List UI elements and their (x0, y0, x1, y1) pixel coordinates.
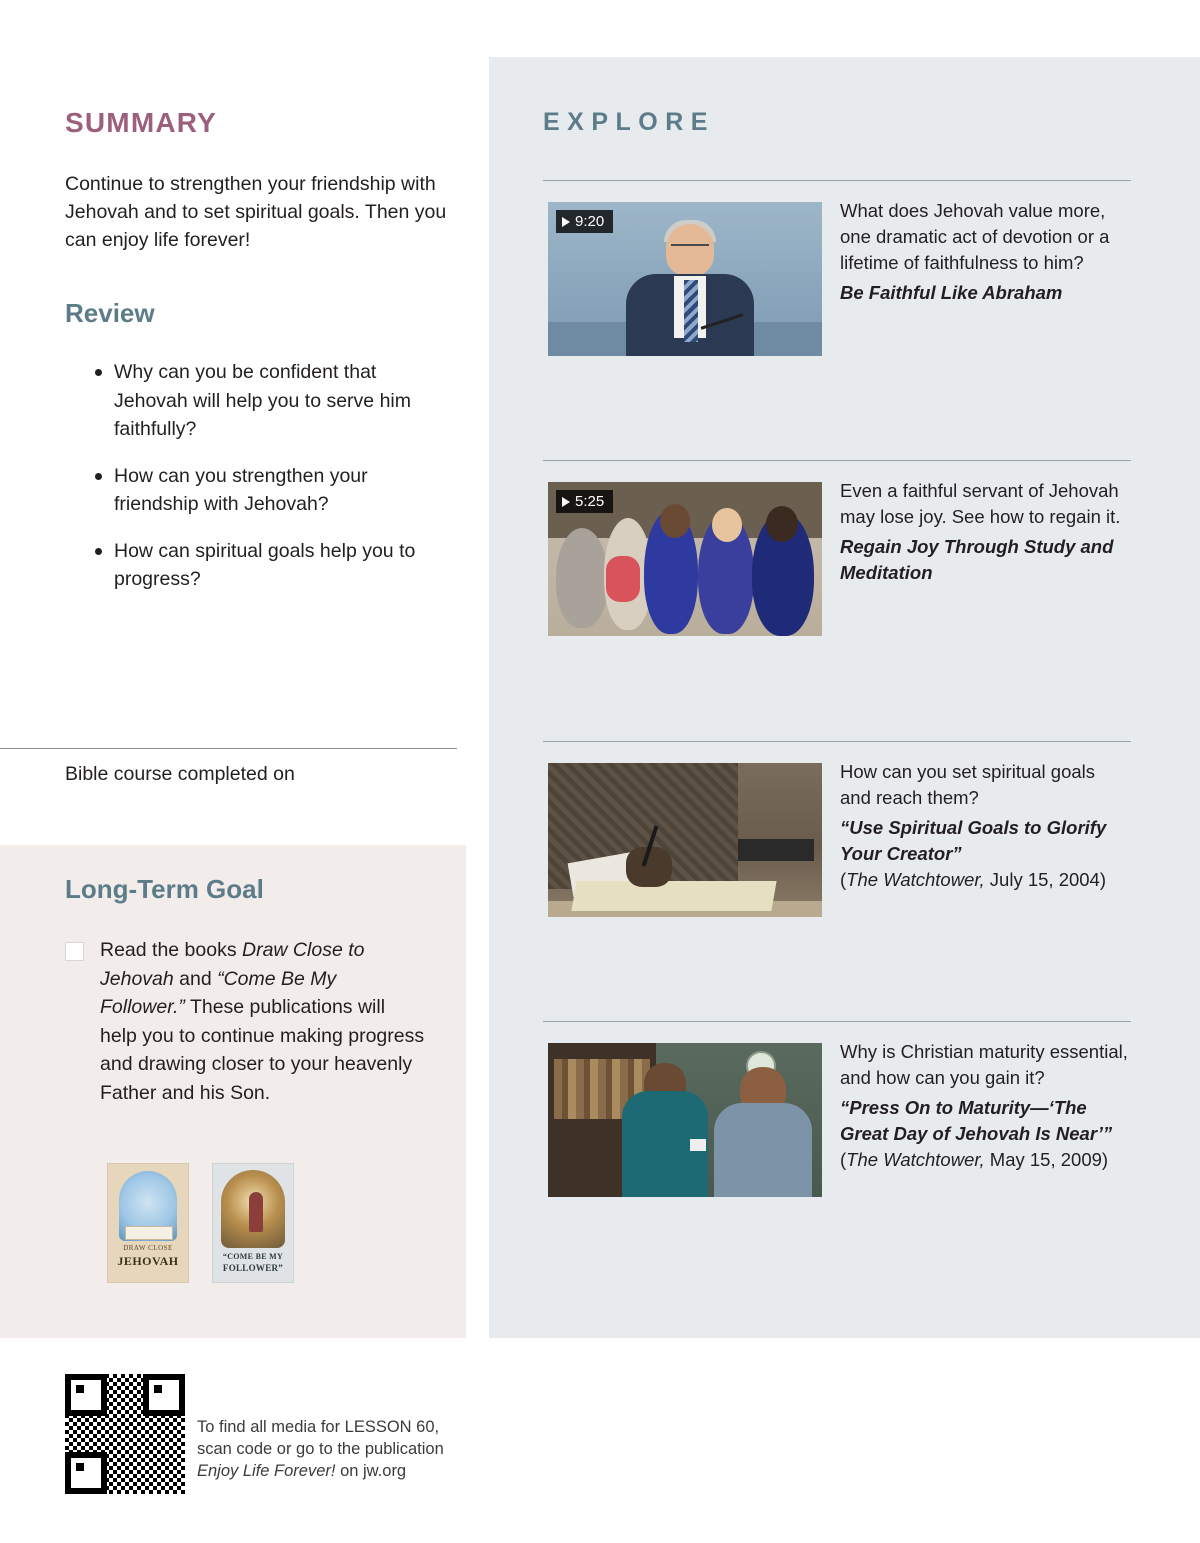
explore-item-question: How can you set spiritual goals and reach them? (840, 761, 1096, 808)
book-title-line1: “COME BE MY (222, 1252, 284, 1261)
footer-line-3 (197, 1460, 537, 1482)
left-column (0, 0, 489, 1543)
video-duration-label: 5:25 (575, 493, 605, 510)
goal-checkbox[interactable] (65, 942, 84, 961)
explore-item-question: What does Jehovah value more, one dramatic act of devotion or a lifetime of faithfulness to him? (840, 200, 1110, 273)
qr-code[interactable] (65, 1374, 185, 1494)
explore-item-title: “Use Spiritual Goals to Glorify Your Creator” (840, 817, 1107, 864)
video-thumbnail-speaker[interactable] (548, 202, 822, 356)
explore-item-question: Why is Christian maturity essential, and how can you gain it? (840, 1041, 1128, 1088)
tie-shape (684, 280, 698, 342)
footer-line-2: scan code or go to the publication (197, 1440, 444, 1458)
person-shape (556, 528, 608, 628)
play-icon (562, 497, 570, 507)
goal-book-title-1: Draw Close to Jehovah (100, 939, 365, 990)
divider (543, 741, 1131, 742)
divider (543, 1021, 1131, 1022)
review-heading: Review (65, 298, 155, 328)
video-duration-badge (556, 490, 613, 513)
source-date: May 15, 2009) (984, 1149, 1109, 1170)
thumbnail-art (548, 1043, 822, 1197)
explore-item-title: “Press On to Maturity—‘The Great Day of Jehovah Is Near’” (840, 1097, 1113, 1144)
explore-item-title: Regain Joy Through Study and Meditation (840, 536, 1114, 583)
goal-text (65, 936, 425, 1107)
explore-item-source: (The Watchtower, July 15, 2004) (840, 869, 1107, 890)
explore-item-text (840, 759, 1131, 893)
explore-item-text (840, 1039, 1131, 1173)
article-thumbnail-conversation[interactable] (548, 1043, 822, 1197)
play-icon (562, 217, 570, 227)
publication-name: Enjoy Life Forever! (197, 1462, 336, 1480)
source-publication: The Watchtower, (846, 1149, 985, 1170)
bible-course-completed-label: Bible course completed on (65, 763, 295, 785)
list-item: How can you strengthen your friendship with Jehovah? (65, 462, 455, 519)
paper-shape (571, 881, 776, 911)
qr-finder-pattern (65, 1374, 107, 1416)
source-publication: The Watchtower, (846, 869, 985, 890)
video-duration-badge (556, 210, 613, 233)
explore-item-question: Even a faithful servant of Jehovah may lose joy. See how to regain it. (840, 480, 1121, 527)
page-title: SUMMARY (65, 107, 218, 138)
video-thumbnail-audience[interactable] (548, 482, 822, 636)
video-duration-label: 9:20 (575, 213, 605, 230)
book-cover-bible-icon (125, 1226, 173, 1240)
explore-item-source: (The Watchtower, May 15, 2009) (840, 1149, 1109, 1170)
explore-item-text (840, 478, 1131, 586)
divider (0, 748, 457, 749)
goal-text-part3: These publications will help you to continue making progress and drawing closer to your heavenly Father and his Son. (100, 996, 425, 1104)
long-term-goal-heading: Long-Term Goal (65, 874, 264, 904)
book-title-line1: DRAW CLOSE (123, 1244, 173, 1252)
book-cover-art (221, 1170, 285, 1248)
name-badge-shape (690, 1139, 706, 1151)
child-shape (606, 556, 640, 602)
book-title-line3: JEHOVAH (117, 1254, 179, 1268)
thumbnail-art (548, 763, 822, 917)
source-date: July 15, 2004 (984, 869, 1100, 890)
book-shape (738, 839, 814, 861)
divider (543, 460, 1131, 461)
goal-book-title-2: “Come Be My Follower.” (100, 967, 337, 1018)
head-shape (660, 504, 690, 538)
review-question-list (65, 358, 455, 612)
person-shape (714, 1103, 812, 1197)
article-thumbnail-writing[interactable] (548, 763, 822, 917)
divider (543, 180, 1131, 181)
book-cover-figure (249, 1192, 263, 1232)
goal-text-part2: and (173, 967, 218, 990)
explore-heading: EXPLORE (543, 108, 715, 136)
footer-line-3-rest: on jw.org (335, 1462, 407, 1480)
summary-body: Continue to strengthen your friendship with Jehovah and to set spiritual goals. Then you can enjoy life forever! (65, 173, 447, 251)
goal-text-part1: Read the books (100, 939, 243, 961)
head-shape (712, 508, 742, 542)
qr-finder-pattern (65, 1452, 107, 1494)
qr-finder-pattern (143, 1374, 185, 1416)
footer-instructions (197, 1416, 537, 1482)
book-cover-come-be-my-follower[interactable] (212, 1163, 294, 1283)
book-title-line2: FOLLOWER” (222, 1263, 284, 1273)
footer-line-1: To find all media for LESSON 60, (197, 1418, 440, 1436)
book-cover-draw-close-to-jehovah[interactable] (107, 1163, 189, 1283)
list-item: How can spiritual goals help you to progress? (65, 537, 455, 594)
list-item: Why can you be confident that Jehovah will help you to serve him faithfully? (65, 358, 455, 444)
head-shape (766, 506, 798, 542)
explore-item-text (840, 198, 1131, 306)
glasses-shape (671, 244, 709, 254)
long-term-goal-item (65, 936, 425, 1107)
explore-item-title: Be Faithful Like Abraham (840, 282, 1063, 303)
